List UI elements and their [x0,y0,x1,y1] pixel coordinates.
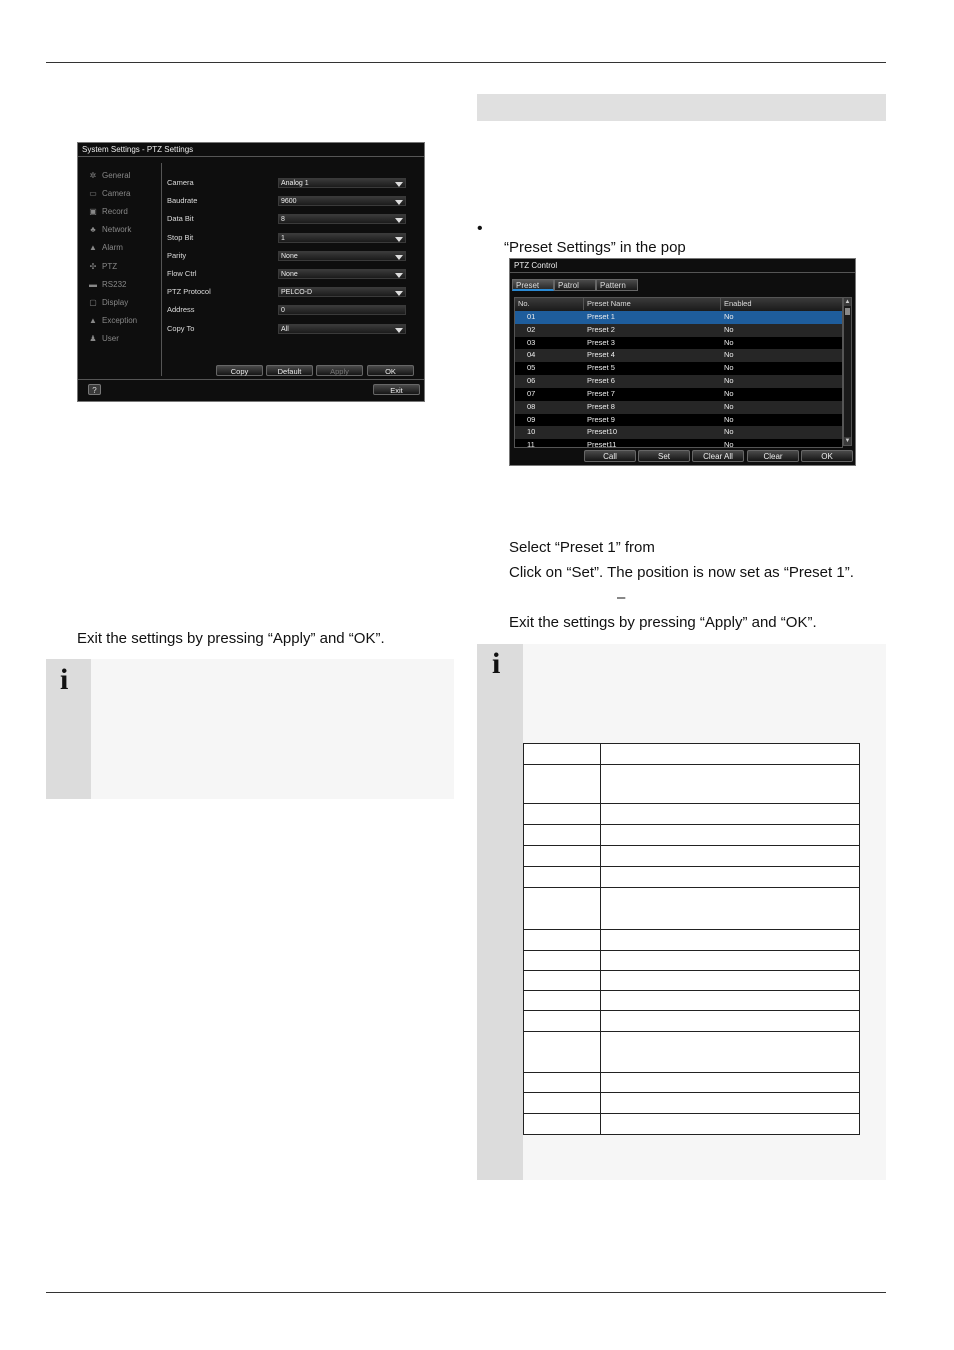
preset-table [514,297,843,448]
nav-item-display[interactable] [84,293,154,311]
table-row[interactable] [515,311,842,324]
table-cell [601,1011,860,1032]
nav-item-network[interactable] [84,221,154,239]
table-cell [524,1011,601,1032]
field-label: Parity [167,250,187,260]
table-row[interactable] [515,388,842,401]
table-row[interactable] [515,426,842,439]
cell-no: 02 [527,324,536,334]
table-row [524,846,860,867]
nav-item-exception[interactable] [84,312,154,330]
chevron-down-icon [395,200,403,205]
cell-enabled: No [724,401,734,411]
nav-item-rs232[interactable] [84,275,154,293]
info-note-right-sidebar [477,644,523,1180]
nav-label: Display [102,297,129,307]
table-cell [524,1073,601,1093]
cell-name: Preset 5 [587,363,615,373]
table-cell [601,951,860,971]
table-row[interactable] [515,414,842,427]
ptz-protocol-select[interactable] [278,287,406,297]
tab-preset[interactable]: Preset [512,279,554,291]
network-icon: ♣ [90,225,96,235]
table-cell [601,804,860,825]
column-separator [583,298,584,310]
section-heading-bar [477,94,886,121]
instruction-exit-right: Exit the settings by pressing “Apply” and “OK”. [509,614,817,631]
table-row [524,804,860,825]
select-value: PELCO-D [281,289,313,297]
apply-button[interactable]: Apply [316,365,363,376]
clear-all-button[interactable]: Clear All [692,450,744,462]
nav-item-general[interactable] [84,166,154,184]
table-cell [601,825,860,846]
table-cell [524,1093,601,1114]
cell-no: 01 [527,311,536,321]
cell-enabled: No [724,427,734,437]
cell-no: 05 [527,363,536,373]
select-value: All [281,325,289,333]
clear-button[interactable]: Clear [747,450,799,462]
table-cell [524,888,601,930]
set-button[interactable]: Set [638,450,690,462]
nav-label: Exception [102,316,138,326]
stop-bit-select[interactable] [278,233,406,243]
cell-enabled: No [724,311,734,321]
ok-button[interactable]: OK [367,365,414,376]
nav-label: RS232 [102,279,127,289]
nav-item-ptz[interactable] [84,257,154,275]
select-value: None [281,252,298,260]
table-scrollbar[interactable] [843,297,852,446]
field-row-copy-to [167,321,417,339]
cell-name: Preset11 [587,440,617,448]
instruction-click-set: Click on “Set”. The position is now set as “Preset 1”. [509,564,854,581]
monitor-icon: ▢ [89,297,97,307]
chevron-down-icon [395,182,403,187]
ptz-settings-dialog [77,142,425,402]
serial-port-icon: ▬ [89,279,97,289]
tab-patrol[interactable]: Patrol [554,279,596,291]
cell-name: Preset 2 [587,324,615,334]
info-icon: i [60,663,69,696]
copy-to-select[interactable] [278,324,406,334]
chevron-up-icon[interactable]: ▲ [844,299,851,305]
cell-enabled: No [724,337,734,347]
reference-table [523,743,860,1135]
table-cell [601,888,860,930]
info-note-left [46,659,454,799]
table-cell [524,825,601,846]
cell-enabled: No [724,363,734,373]
dialog-title: PTZ Control [514,261,558,270]
info-icon: i [492,647,501,680]
table-cell [601,991,860,1011]
table-row [524,867,860,888]
nav-label: Network [102,225,132,235]
table-row [524,888,860,930]
table-cell [601,765,860,804]
table-cell [524,1114,601,1135]
cell-no: 11 [527,440,535,448]
bullet-icon: • [477,220,483,237]
select-value: 8 [281,216,285,224]
table-cell [524,804,601,825]
table-row [524,1032,860,1073]
table-row [524,1073,860,1093]
call-button[interactable]: Call [584,450,636,462]
nav-item-user[interactable] [84,330,154,348]
nav-item-alarm[interactable] [84,239,154,257]
data-bit-select[interactable] [278,214,406,224]
field-label: Data Bit [167,214,194,224]
table-cell [524,930,601,951]
table-cell [601,930,860,951]
table-row [524,971,860,991]
cell-name: Preset 7 [587,388,615,398]
table-row [524,825,860,846]
field-label: Copy To [167,323,195,333]
cell-name: Preset 1 [587,311,615,321]
record-icon: ▣ [89,206,97,216]
settings-nav [84,166,154,348]
table-row[interactable] [515,439,842,448]
column-header: Preset Name [587,299,631,308]
cell-name: Preset 6 [587,376,615,386]
table-row[interactable] [515,349,842,362]
chevron-down-icon [395,237,403,242]
table-cell [524,744,601,765]
address-input[interactable] [278,305,406,315]
baudrate-select[interactable] [278,196,406,206]
cell-no: 09 [527,414,536,424]
gear-icon: ✲ [89,170,97,180]
tab-pattern[interactable]: Pattern [596,279,638,291]
table-cell [601,846,860,867]
nav-item-camera[interactable] [84,184,154,202]
user-icon: ♟ [89,334,97,344]
table-row [524,951,860,971]
field-label: Flow Ctrl [167,268,197,278]
ptz-icon: ✣ [89,261,97,271]
cell-name: Preset 9 [587,414,615,424]
ok-button[interactable]: OK [801,450,853,462]
scrollbar-thumb[interactable] [845,308,850,315]
cell-enabled: No [724,350,734,360]
table-cell [601,867,860,888]
footer-divider [78,379,424,380]
field-row-parity [167,248,417,266]
cell-enabled: No [724,414,734,424]
cell-no: 06 [527,376,536,386]
chevron-down-icon[interactable]: ▼ [844,438,851,444]
chevron-down-icon [395,218,403,223]
cell-no: 10 [527,427,536,437]
table-cell [601,1032,860,1073]
select-value: Analog 1 [281,180,309,187]
field-row-address [167,302,417,320]
cell-no: 07 [527,388,536,398]
table-row[interactable] [515,337,842,350]
cell-name: Preset 8 [587,401,615,411]
table-row[interactable] [515,401,842,414]
chevron-down-icon [395,273,403,278]
title-divider [510,272,855,273]
select-value: 1 [281,234,285,242]
field-label: Stop Bit [167,232,194,242]
table-row [524,991,860,1011]
table-cell [524,971,601,991]
dialog-title: System Settings - PTZ Settings [82,145,194,154]
header-rule [46,62,886,63]
dash-text: – [617,589,626,606]
field-label: Baudrate [167,196,198,206]
table-row [524,930,860,951]
ptz-settings-form [167,175,417,339]
select-value: None [281,270,298,278]
nav-divider [161,163,162,376]
column-separator [720,298,721,310]
table-row [524,1114,860,1135]
field-row-baudrate [167,193,417,211]
info-note-left-sidebar [46,659,91,799]
nav-label: Camera [102,188,131,198]
table-cell [601,1114,860,1135]
chevron-down-icon [395,291,403,296]
table-row [524,1011,860,1032]
warning-icon: ▲ [89,316,97,326]
table-cell [524,846,601,867]
instruction-select-preset: Select “Preset 1” from [509,539,655,556]
nav-label: PTZ [102,261,118,271]
table-cell [601,1093,860,1114]
column-header: Enabled [724,299,752,308]
cell-no: 04 [527,350,536,360]
table-cell [601,971,860,991]
cell-name: Preset10 [587,427,618,437]
copy-button[interactable]: Copy [216,365,263,376]
table-row [524,744,860,765]
help-icon[interactable]: ? [88,384,101,395]
nav-item-record[interactable] [84,202,154,220]
footer-rule [46,1292,886,1293]
title-divider [78,156,424,157]
field-label: Address [167,305,195,315]
table-cell [524,1032,601,1073]
table-cell [524,991,601,1011]
nav-label: Alarm [102,243,123,253]
field-row-camera [167,175,417,193]
table-cell [601,744,860,765]
table-row[interactable] [515,375,842,388]
field-row-flow-ctrl [167,266,417,284]
table-cell [524,765,601,804]
bell-icon: ▲ [89,243,97,253]
exit-button[interactable]: Exit [373,384,420,395]
table-row [524,1093,860,1114]
input-value: 0 [281,307,285,315]
flow-ctrl-select[interactable] [278,269,406,279]
cell-no: 08 [527,401,536,411]
nav-label: General [102,170,131,180]
field-row-ptz-protocol [167,284,417,302]
column-header: No. [518,299,530,308]
field-label: Camera [167,178,194,187]
cell-no: 03 [527,337,536,347]
instruction-exit-left: Exit the settings by pressing “Apply” and “OK”. [77,630,385,647]
nav-label: User [102,334,119,344]
chevron-down-icon [395,328,403,333]
field-label: PTZ Protocol [167,287,211,297]
cell-enabled: No [724,376,734,386]
nav-label: Record [102,206,128,216]
table-cell [524,867,601,888]
camera-select[interactable] [278,178,406,188]
cell-enabled: No [724,324,734,334]
table-row [524,765,860,804]
table-cell [601,1073,860,1093]
cell-enabled: No [724,388,734,398]
cell-name: Preset 4 [587,350,615,360]
ptz-control-dialog [509,258,856,466]
camera-icon: ▭ [89,188,97,198]
field-row-data-bit [167,211,417,229]
table-cell [524,951,601,971]
default-button[interactable]: Default [266,365,313,376]
chevron-down-icon [395,255,403,260]
field-row-stop-bit [167,230,417,248]
table-row[interactable] [515,362,842,375]
table-header [515,298,842,311]
table-row[interactable] [515,324,842,337]
cell-enabled: No [724,440,734,448]
cell-name: Preset 3 [587,337,615,347]
select-value: 9600 [281,198,297,206]
parity-select[interactable] [278,251,406,261]
instruction-preset-settings: “Preset Settings” in the pop [504,239,686,256]
